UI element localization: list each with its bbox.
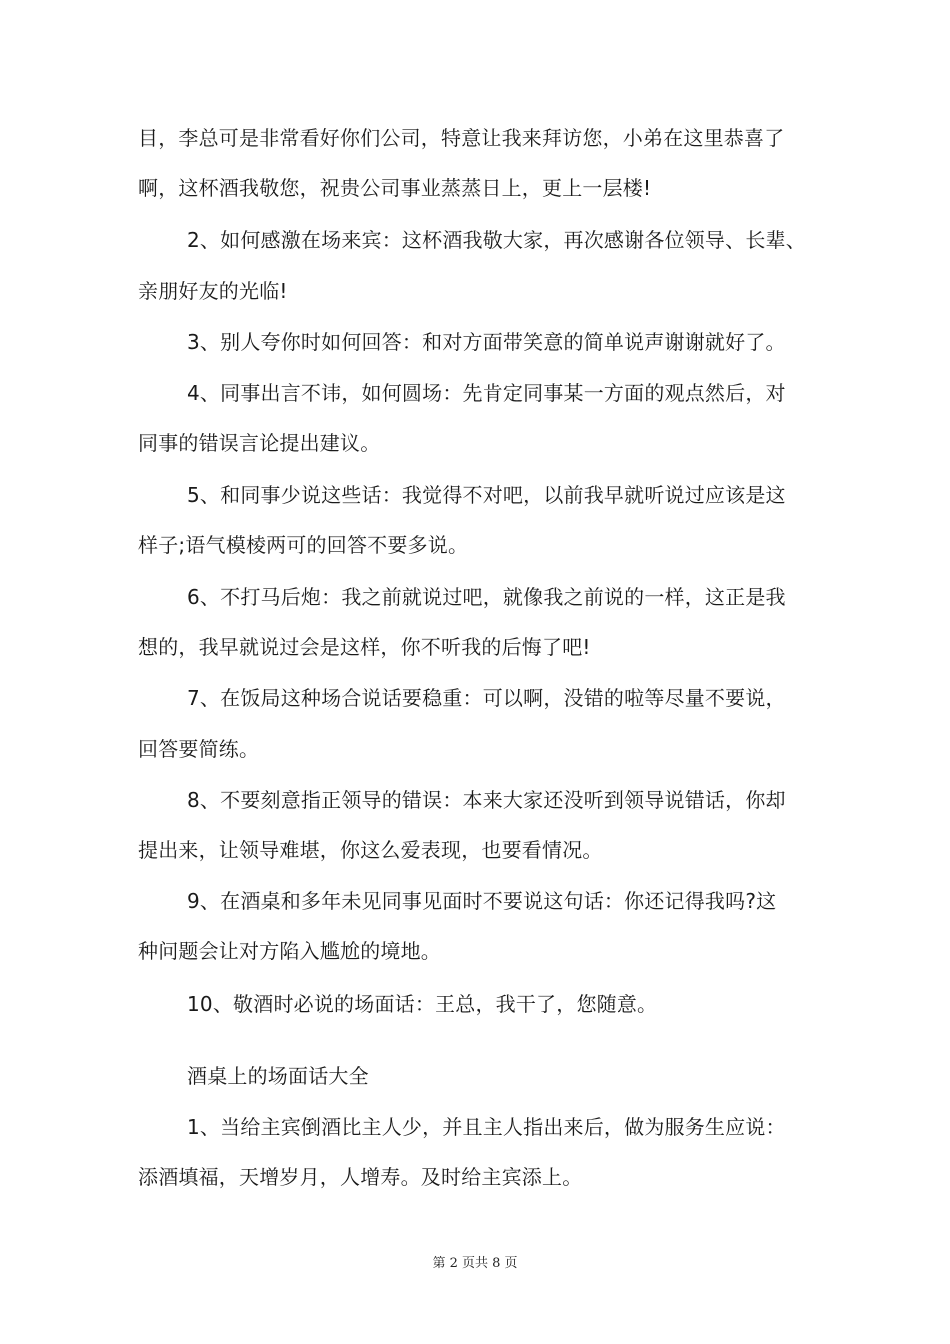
list-item-8-line-2: 提出来，让领导难堪，你这么爱表现，也要看情况。 — [138, 838, 603, 862]
section-item-1-line-2: 添酒填福，天增岁月，人增寿。及时给主宾添上。 — [138, 1165, 583, 1189]
list-item-7-line-2: 回答要简练。 — [138, 737, 260, 761]
list-item-10: 10、敬酒时必说的场面话：王总，我干了，您随意。 — [187, 992, 658, 1016]
text-line: 啊，这杯酒我敬您，祝贵公司事业蒸蒸日上，更上一层楼! — [138, 176, 652, 200]
list-item-4-line-2: 同事的错误言论提出建议。 — [138, 431, 381, 455]
list-item-9-line-2: 种问题会让对方陷入尴尬的境地。 — [138, 939, 441, 963]
list-item-3: 3、别人夸你时如何回答：和对方面带笑意的简单说声谢谢就好了。 — [187, 330, 786, 354]
page-number-footer: 第 2 页共 8 页 — [432, 1256, 518, 1271]
text-line: 目，李总可是非常看好你们公司，特意让我来拜访您，小弟在这里恭喜了 — [138, 126, 785, 150]
list-item-2-line-1: 2、如何感激在场来宾：这杯酒我敬大家，再次感谢各位领导、长辈、 — [187, 228, 806, 252]
list-item-8-line-1: 8、不要刻意指正领导的错误：本来大家还没听到领导说错话，你却 — [187, 788, 786, 812]
list-item-5-line-2: 样子;语气模棱两可的回答不要多说。 — [138, 533, 469, 557]
section-heading: 酒桌上的场面话大全 — [187, 1064, 369, 1088]
list-item-6-line-2: 想的，我早就说过会是这样，你不听我的后悔了吧! — [138, 635, 591, 659]
list-item-2-line-2: 亲朋好友的光临! — [138, 279, 288, 303]
list-item-4-line-1: 4、同事出言不讳，如何圆场：先肯定同事某一方面的观点然后，对 — [187, 381, 786, 405]
list-item-5-line-1: 5、和同事少说这些话：我觉得不对吧，以前我早就听说过应该是这 — [187, 483, 786, 507]
list-item-7-line-1: 7、在饭局这种场合说话要稳重：可以啊，没错的啦等尽量不要说， — [187, 686, 786, 710]
section-item-1-line-1: 1、当给主宾倒酒比主人少，并且主人指出来后，做为服务生应说： — [187, 1115, 786, 1139]
list-item-6-line-1: 6、不打马后炮：我之前就说过吧，就像我之前说的一样，这正是我 — [187, 585, 786, 609]
list-item-9-line-1: 9、在酒桌和多年未见同事见面时不要说这句话：你还记得我吗?这 — [187, 889, 777, 913]
